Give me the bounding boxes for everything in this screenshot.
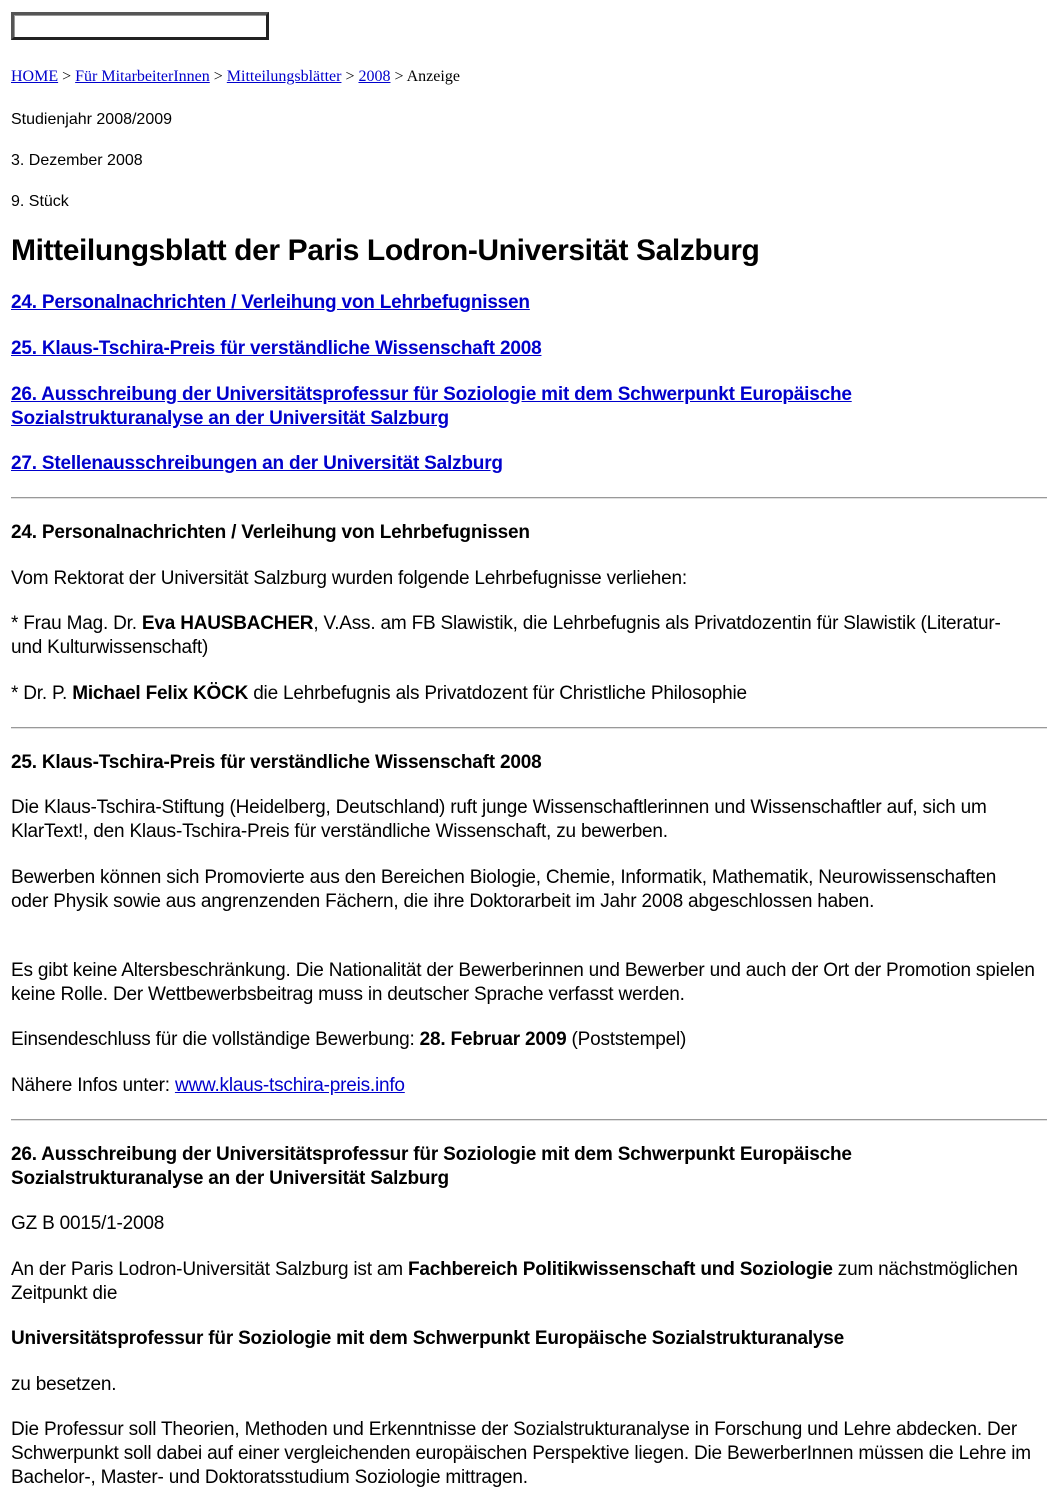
section-25-info <box>11 1074 1047 1098</box>
section-26-reference: GZ B 0015/1-2008 <box>11 1213 165 1234</box>
page-title: Mitteilungsblatt der Paris Lodron-Universität Salzburg <box>11 234 760 267</box>
breadcrumb-separator: > <box>209 68 227 85</box>
breadcrumb <box>11 68 460 86</box>
section-26-heading: 26. Ausschreibung der Universitätsprofessur für Soziologie mit dem Schwerpunkt Europäische Sozialstrukturanalyse an der Universität Salzburg <box>11 1144 852 1189</box>
issue-date: 3. Dezember 2008 <box>11 152 143 169</box>
section-25-paragraph-2: Bewerben können sich Promovierte aus den Bereichen Biologie, Chemie, Informatik, Mathematik, Neurowissenschaften oder Physik sowie aus angrenzenden Fächern, die ihre Doktorarbeit im Jahr 2008 abgeschlossen haben. <box>11 867 997 912</box>
breadcrumb-2008[interactable]: 2008 <box>358 68 391 85</box>
breadcrumb-separator: > <box>390 68 407 85</box>
person-name: Eva HAUSBACHER <box>141 613 314 634</box>
section-24-item-2 <box>11 682 1047 706</box>
breadcrumb-current: Anzeige <box>406 68 460 85</box>
department-name: Fachbereich Politikwissenschaft und Soziologie <box>407 1259 833 1280</box>
paragraph-suffix: zum nächstmöglichen Zeitpunkt die <box>11 1259 1018 1304</box>
item-suffix: die Lehrbefugnis als Privatdozent für Christliche Philosophie <box>248 683 747 704</box>
info-prefix: Nähere Infos unter: <box>11 1075 175 1096</box>
divider <box>11 497 1047 499</box>
breadcrumb-separator: > <box>341 68 359 85</box>
issue-number: 9. Stück <box>11 193 69 210</box>
toc-link-26[interactable]: 26. Ausschreibung der Universitätsprofessur für Soziologie mit dem Schwerpunkt Europäische Sozialstrukturanalyse an der Universität Salzburg <box>11 384 852 429</box>
person-name: Michael Felix KÖCK <box>72 683 249 704</box>
toc-link-24[interactable]: 24. Personalnachrichten / Verleihung von Lehrbefugnissen <box>11 292 530 313</box>
section-26-position: Universitätsprofessur für Soziologie mit dem Schwerpunkt Europäische Sozialstrukturanalyse <box>11 1328 844 1349</box>
breadcrumb-home[interactable]: HOME <box>11 68 59 85</box>
section-25-paragraph-1: Die Klaus-Tschira-Stiftung (Heidelberg, Deutschland) ruft junge Wissenschaftlerinnen und Wissenschaftler auf, sich um KlarText!, den Klaus-Tschira-Preis für verständliche Wissenschaft, zu bewerben. <box>11 797 987 842</box>
item-suffix: , V.Ass. am FB Slawistik, die Lehrbefugnis als Privatdozentin für Slawistik (Literatur- und Kulturwissenschaft) <box>11 613 1001 658</box>
section-24-heading: 24. Personalnachrichten / Verleihung von Lehrbefugnissen <box>11 522 530 543</box>
section-24-item-1 <box>11 612 1001 660</box>
breadcrumb-separator: > <box>58 68 76 85</box>
section-26-besetzen: zu besetzen. <box>11 1374 117 1395</box>
paragraph-prefix: An der Paris Lodron-Universität Salzburg ist am <box>11 1259 408 1280</box>
breadcrumb-mitteilungsblaetter[interactable]: Mitteilungsblätter <box>226 68 342 85</box>
section-25-paragraph-3: Es gibt keine Altersbeschränkung. Die Nationalität der Bewerberinnen und Bewerber und auch der Ort der Promotion spielen keine Rolle. Der Wettbewerbsbeitrag muss in deutscher Sprache verfasst werden. <box>11 960 1035 1005</box>
deadline-prefix: Einsendeschluss für die vollständige Bewerbung: <box>11 1029 420 1050</box>
section-26-paragraph-1 <box>11 1258 1031 1306</box>
info-link[interactable]: www.klaus-tschira-preis.info <box>174 1075 405 1096</box>
studienjahr: Studienjahr 2008/2009 <box>11 111 173 128</box>
item-prefix: * Dr. P. <box>11 683 73 704</box>
breadcrumb-mitarbeiterinnen[interactable]: Für MitarbeiterInnen <box>75 68 210 85</box>
section-25-deadline <box>11 1028 1047 1052</box>
toc-link-25[interactable]: 25. Klaus-Tschira-Preis für verständliche Wissenschaft 2008 <box>11 338 542 359</box>
deadline-date: 28. Februar 2009 <box>419 1029 567 1050</box>
divider <box>11 1119 1047 1121</box>
deadline-suffix: (Poststempel) <box>566 1029 687 1050</box>
toc-link-27[interactable]: 27. Stellenausschreibungen an der Universität Salzburg <box>11 453 503 474</box>
divider <box>11 727 1047 729</box>
section-26-paragraph-2: Die Professur soll Theorien, Methoden und Erkenntnisse der Sozialstrukturanalyse in Forschung und Lehre abdecken. Der Schwerpunkt soll dabei auf einer vergleichenden europäischen Perspektive liegen. Die BewerberInnen müssen die Lehre im Bachelor-, Master- und Doktoratsstudium Soziologie mittragen. <box>11 1419 1031 1488</box>
section-25-heading: 25. Klaus-Tschira-Preis für verständliche Wissenschaft 2008 <box>11 752 542 773</box>
search-input[interactable] <box>11 12 269 40</box>
item-prefix: * Frau Mag. Dr. <box>11 613 142 634</box>
section-24-intro: Vom Rektorat der Universität Salzburg wurden folgende Lehrbefugnisse verliehen: <box>11 568 687 589</box>
